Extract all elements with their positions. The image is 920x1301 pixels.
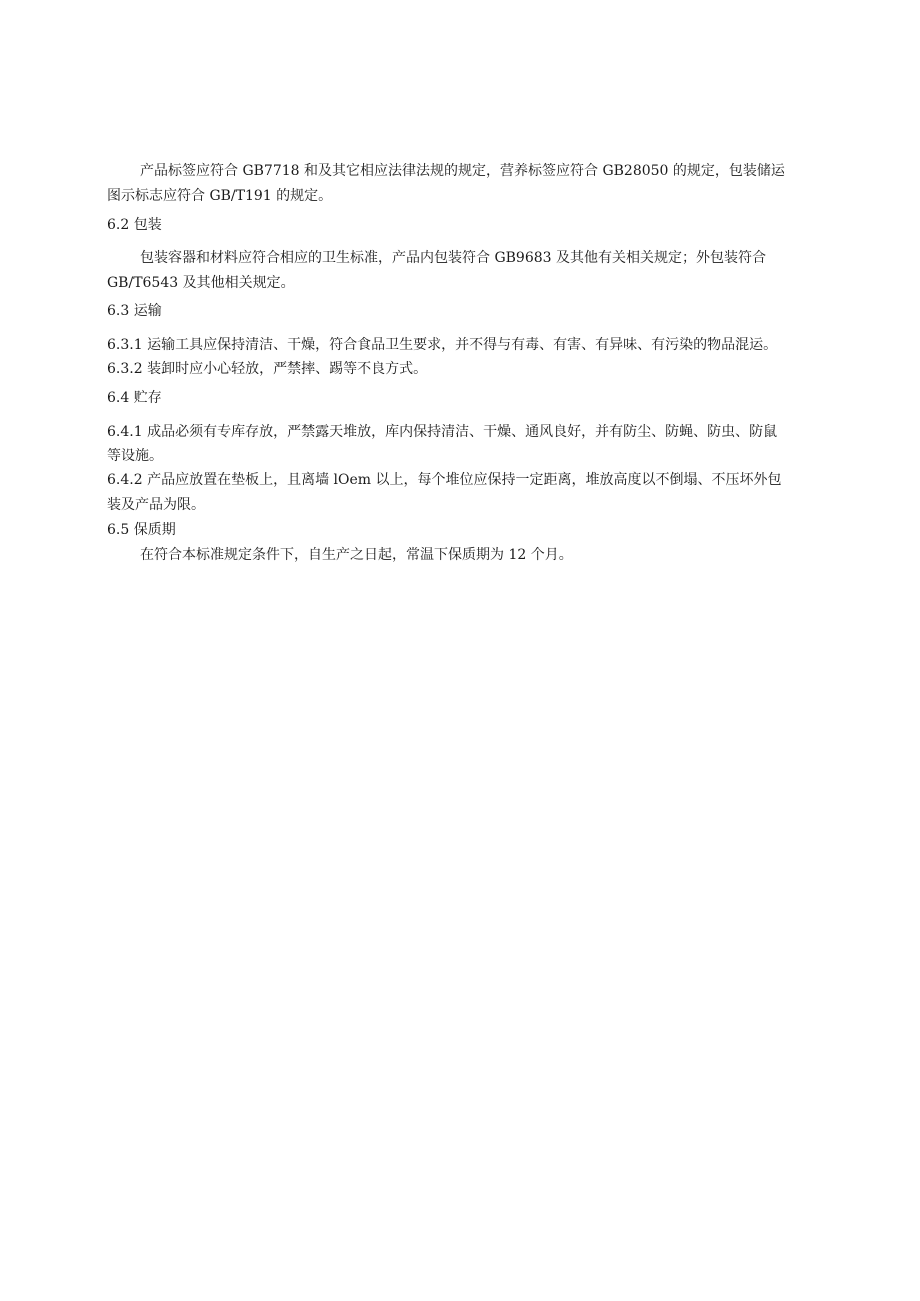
transport-item-6-3-1: 6.3.1 运输工具应保持清洁、干燥，符合食品卫生要求，并不得与有毒、有害、有异味、有污染的物品混运。 [107,337,778,353]
storage-item-6-4-2-line-2: 装及产品为限。 [107,497,205,513]
shelf-life-paragraph: 在符合本标准规定条件下，自生产之日起，常温下保质期为 12 个月。 [140,547,573,563]
section-heading-shelf-life: 6.5 保质期 [107,522,176,538]
storage-item-6-4-1-line-2: 等设施。 [107,448,163,464]
packaging-paragraph-line-2: GB/T6543 及其他相关规定。 [107,275,295,291]
storage-item-6-4-1-line-1: 6.4.1 成品必须有专库存放，严禁露天堆放，库内保持清洁、干燥、通风良好，并有防尘、防蝇、防虫、防鼠 [107,424,778,440]
labeling-paragraph-line-2: 图示标志应符合 GB/T191 的规定。 [107,188,333,204]
section-heading-storage: 6.4 贮存 [107,390,162,406]
packaging-paragraph-line-1: 包装容器和材料应符合相应的卫生标准，产品内包装符合 GB9683 及其他有关相关规定；外包装符合 [140,250,766,266]
storage-item-6-4-2-line-1: 6.4.2 产品应放置在垫板上，且离墙 lOem 以上，每个堆位应保持一定距离，堆放高度以不倒塌、不压坏外包 [107,472,782,488]
section-heading-packaging: 6.2 包装 [107,217,162,233]
labeling-paragraph-line-1: 产品标签应符合 GB7718 和及其它相应法律法规的规定，营养标签应符合 GB28050 的规定，包装储运 [140,163,785,179]
section-heading-transport: 6.3 运输 [107,303,162,319]
transport-item-6-3-2: 6.3.2 装卸时应小心轻放，严禁摔、踢等不良方式。 [107,361,428,377]
